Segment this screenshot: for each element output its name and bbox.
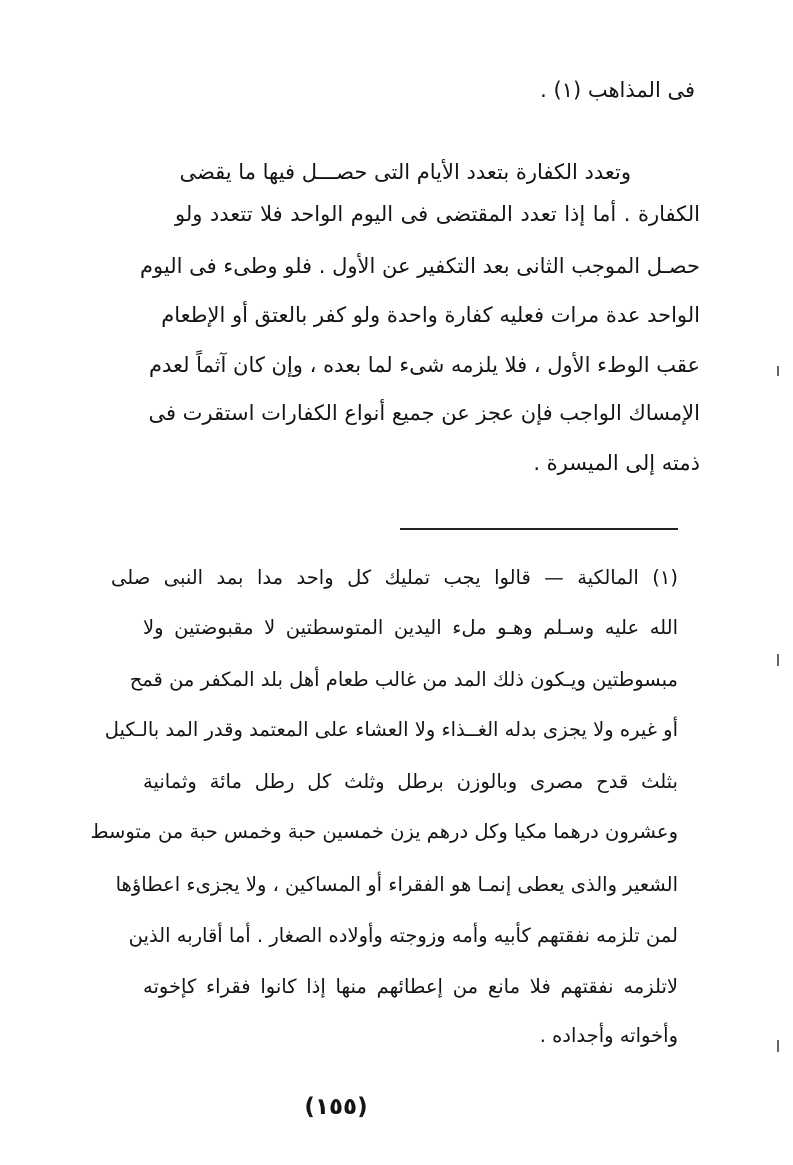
scan-mark xyxy=(777,1040,779,1052)
footnote-line: الشعير والذى يعطى إنمـا هو الفقراء أو المساكين ، ولا يجزىء اعطاؤها xyxy=(115,873,678,896)
footnote-line: لمن تلزمه نفقتهم كأبيه وأمه وزوجته وأولاده الصغار . أما أقاربه الذين xyxy=(128,924,678,947)
footnote-line: لاتلزمه نفقتهم فلا مانع من إعطائهم منها إذا كانوا فقراء كإخوته xyxy=(143,975,678,998)
footnote-divider xyxy=(400,528,678,530)
scan-mark xyxy=(777,654,779,666)
footnote-line: الله عليه وسـلم وهـو ملء اليدين المتوسطتين لا مقبوضتين ولا xyxy=(143,616,678,639)
main-text-line: فى المذاهب (١) . xyxy=(540,78,695,102)
footnote-line: وأخواته وأجداده . xyxy=(539,1024,678,1047)
main-text-line: عقب الوطء الأول ، فلا يلزمه شىء لما بعده ، وإن كان آثماً لعدم xyxy=(148,353,700,377)
footnote-line: مبسوطتين ويـكون ذلك المد من غالب طعام أهل بلد المكفر من قمح xyxy=(129,668,678,691)
main-text-line: الكفارة . أما إذا تعدد المقتضى فى اليوم الواحد فلا تتعدد ولو xyxy=(175,202,700,226)
main-text-line: وتعدد الكفارة بتعدد الأيام التى حصـــل فيها ما يقضى xyxy=(179,160,631,184)
main-text-line: الإمساك الواجب فإن عجز عن جميع أنواع الكفارات استقرت فى xyxy=(148,401,700,425)
footnote-line: بثلث قدح مصرى وبالوزن برطل وثلث كل رطل مائة وثمانية xyxy=(143,770,678,793)
page-number: (١٥٥) xyxy=(304,1094,368,1120)
footnote-line: وعشرون درهما مكيا وكل درهم يزن خمسين حبة وخمس حبة من متوسط xyxy=(90,820,678,843)
main-text-line: ذمته إلى الميسرة . xyxy=(533,451,700,475)
main-text-line: حصـل الموجب الثانى بعد التكفير عن الأول . فلو وطىء فى اليوم xyxy=(140,254,700,278)
main-text-line: الواحد عدة مرات فعليه كفارة واحدة ولو كفر بالعتق أو الإطعام xyxy=(161,303,700,327)
footnote-line: أو غيره ولا يجزى بدله الغــذاء ولا العشاء على المعتمد وقدر المد بالـكيل xyxy=(104,718,678,741)
scan-mark xyxy=(777,366,779,376)
footnote-line: (١) المالكية — قالوا يجب تمليك كل واحد مدا بمد النبى صلى xyxy=(111,566,678,589)
